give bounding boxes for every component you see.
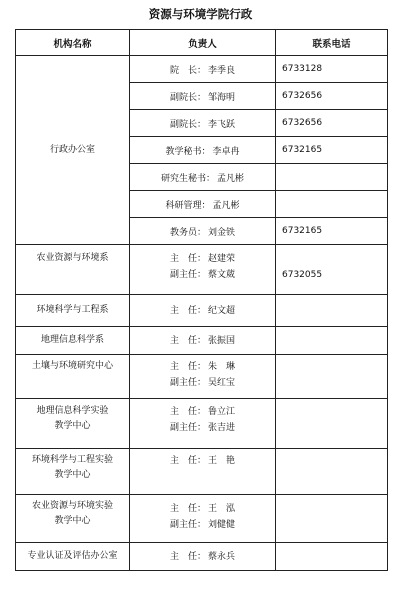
leader-cell	[130, 495, 276, 543]
leader-role: 主 任：	[169, 456, 206, 466]
leader-line	[130, 420, 275, 436]
org-name	[16, 355, 130, 399]
org-name-office: 行政办公室	[16, 56, 130, 245]
leader-name: 赵建荣	[208, 254, 236, 264]
leader-line	[130, 517, 275, 533]
org-name-line: 教学中心	[54, 421, 91, 431]
leader-cell	[130, 327, 276, 355]
org-name-line: 土壤与环境研究中心	[31, 361, 113, 371]
phone-cell: 6732165	[276, 137, 388, 164]
leader-name: 王 艳	[208, 456, 236, 466]
leader-line	[130, 375, 275, 391]
leader-role: 副主任：	[169, 423, 206, 433]
leader-role: 主 任：	[169, 305, 206, 316]
leader-name: 刘健健	[208, 520, 236, 530]
org-name	[16, 449, 130, 495]
table-row	[16, 327, 388, 355]
leader-name: 王 泓	[208, 504, 236, 514]
org-name-line: 农业资源与环境实验	[31, 501, 113, 511]
table-row	[16, 399, 388, 449]
leader-role: 教学秘书：	[165, 146, 211, 157]
org-name	[16, 295, 130, 327]
header-phone: 联系电话	[276, 30, 388, 56]
leader-cell	[130, 137, 276, 164]
org-name-line: 专业认证及评估办公室	[27, 551, 118, 561]
admin-table	[15, 29, 388, 571]
phone-cell	[276, 191, 388, 218]
leader-name: 李季良	[208, 65, 236, 76]
table-row	[16, 449, 388, 495]
leader-name: 纪文超	[208, 305, 236, 316]
org-name-line: 教学中心	[54, 516, 91, 526]
org-name-line: 地理信息科学实验	[36, 406, 109, 416]
leader-role: 主 任：	[169, 407, 206, 417]
leader-role: 副院长：	[169, 119, 206, 130]
leader-role: 主 任：	[169, 254, 206, 264]
phone-cell	[276, 327, 388, 355]
table-row	[16, 245, 388, 295]
leader-line	[130, 501, 275, 517]
leader-cell	[130, 83, 276, 110]
leader-role: 主 任：	[169, 551, 206, 562]
table-row	[16, 495, 388, 543]
leader-name: 孟凡彬	[217, 173, 245, 184]
org-name-line: 环境科学与工程系	[36, 305, 109, 315]
table-row	[16, 295, 388, 327]
leader-role: 院 长：	[169, 65, 206, 76]
leader-line	[130, 453, 275, 469]
phone-cell	[276, 295, 388, 327]
leader-cell	[130, 399, 276, 449]
leader-name: 鲁立江	[208, 407, 236, 417]
table-row	[16, 56, 388, 83]
header-org: 机构名称	[16, 30, 130, 56]
leader-role: 教务员：	[169, 227, 206, 238]
header-row	[16, 30, 388, 56]
leader-role: 主 任：	[169, 362, 206, 372]
leader-cell	[130, 56, 276, 83]
phone-cell	[276, 495, 388, 543]
org-name-line: 农业资源与环境系	[36, 253, 109, 263]
leader-line	[130, 267, 275, 283]
leader-name: 张吉进	[208, 423, 236, 433]
phone-cell	[276, 449, 388, 495]
leader-role: 副主任：	[169, 520, 206, 530]
leader-name: 李卓冉	[212, 146, 240, 157]
phone-cell: 6732656	[276, 110, 388, 137]
leader-line	[130, 333, 275, 349]
leader-line	[130, 251, 275, 267]
org-name	[16, 327, 130, 355]
org-name-line: 环境科学与工程实验	[31, 455, 113, 465]
leader-cell	[130, 164, 276, 191]
org-name	[16, 245, 130, 295]
leader-name: 蔡永兵	[208, 551, 236, 562]
leader-name: 蔡文葳	[208, 270, 236, 280]
leader-cell	[130, 295, 276, 327]
leader-cell	[130, 218, 276, 245]
leader-name: 吴红宝	[208, 378, 236, 388]
leader-cell	[130, 110, 276, 137]
phone-number: 6732055	[282, 270, 323, 280]
leader-cell	[130, 191, 276, 218]
leader-name: 张振国	[208, 335, 236, 346]
phone-cell: 6733128	[276, 56, 388, 83]
leader-line	[130, 404, 275, 420]
leader-name: 刘金铁	[208, 227, 236, 238]
leader-name: 朱 琳	[208, 362, 236, 372]
leader-role: 主 任：	[169, 335, 206, 346]
phone-cell	[276, 245, 388, 295]
leader-line	[130, 303, 275, 319]
phone-cell	[276, 399, 388, 449]
leader-name: 孟凡彬	[212, 200, 240, 211]
leader-cell	[130, 543, 276, 571]
org-name-line: 地理信息科学系	[40, 335, 104, 345]
org-name	[16, 495, 130, 543]
leader-role: 副院长：	[169, 92, 206, 103]
org-name	[16, 543, 130, 571]
org-name-line: 教学中心	[54, 470, 91, 480]
leader-name: 李飞跃	[208, 119, 236, 130]
phone-cell: 6732165	[276, 218, 388, 245]
table-row	[16, 543, 388, 571]
table-row	[16, 355, 388, 399]
leader-role: 副主任：	[169, 378, 206, 388]
leader-cell	[130, 449, 276, 495]
leader-role: 科研管理：	[165, 200, 211, 211]
org-name	[16, 399, 130, 449]
leader-role: 研究生秘书：	[160, 173, 215, 184]
phone-cell	[276, 543, 388, 571]
phone-cell: 6732656	[276, 83, 388, 110]
leader-line	[130, 549, 275, 565]
phone-cell	[276, 164, 388, 191]
leader-name: 邹海明	[208, 92, 236, 103]
leader-cell	[130, 355, 276, 399]
phone-cell	[276, 355, 388, 399]
page-title: 资源与环境学院行政	[148, 7, 253, 21]
leader-cell	[130, 245, 276, 295]
leader-line	[130, 359, 275, 375]
leader-role: 副主任：	[169, 270, 206, 280]
leader-role: 主 任：	[169, 504, 206, 514]
header-leader: 负责人	[130, 30, 276, 56]
